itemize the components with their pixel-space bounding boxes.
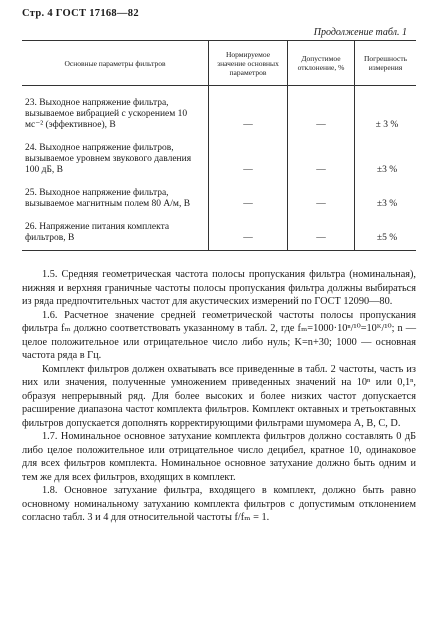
table-continuation-label: Продолжение табл. 1 [313, 27, 407, 38]
table-row [22, 210, 416, 251]
table-body [22, 86, 416, 251]
accuracy-cell: ± 3 % [355, 86, 417, 132]
parameters-table [22, 40, 416, 251]
deviation-cell: — [288, 176, 355, 210]
body-text [22, 268, 416, 525]
column-header-parameters: Основные параметры фильтров [22, 41, 209, 86]
nominal-value-cell: — [209, 131, 288, 176]
parameter-name-cell: 24. Выходное напряжение фильтров, вызываемое уровнем звукового давления 100 дБ, В [25, 143, 192, 175]
deviation-cell: — [288, 131, 355, 176]
table-header-row [22, 41, 416, 86]
column-header-nominal: Нормируемое значение основных параметров [209, 41, 288, 86]
column-header-deviation: Допустимое отклонение, % [288, 41, 355, 86]
table-row [22, 86, 416, 132]
nominal-value-cell: — [209, 86, 288, 132]
accuracy-cell: ±3 % [355, 176, 417, 210]
paragraph: 1.7. Номинальное основное затухание комплекта фильтров должно составлять 0 дБ либо целое положительное или отрицательное число децибел, кратное 10, одинаковое для всех фильтров комплекта. Номинальное основное затухание должно быть одним и тем же для всех фильтров, входящих в комплект. [22, 431, 416, 483]
column-header-accuracy: Погрешность измерения [355, 41, 417, 86]
page-header: Стр. 4 ГОСТ 17168—82 [22, 8, 139, 19]
accuracy-cell: ±3 % [355, 131, 417, 176]
paragraph: 1.6. Расчетное значение средней геометрической частоты полосы пропускания фильтра fₘ должно соответствовать указанному в табл. 2, где fₘ=1000·10ⁿ/¹⁰=10ᴷ/¹⁰; n — целое положительное или отрицательное число либо нуль; K=n+30; 1000 — основная частота ряда в Гц. [22, 309, 416, 361]
parameter-name-cell: 26. Напряжение питания комплекта фильтров, В [22, 210, 209, 251]
table-row [22, 131, 416, 176]
deviation-cell: — [288, 86, 355, 132]
parameter-name-cell: 23. Выходное напряжение фильтра, вызываемое вибрацией с ускорением 10 мс⁻² (эффективное), В [25, 98, 188, 130]
table-row [22, 176, 416, 210]
nominal-value-cell: — [209, 210, 288, 251]
paragraph: Комплект фильтров должен охватывать все приведенные в табл. 2 частоты, часть из них или значения, полученные умножением приведенных значений на 10ⁿ или 0,1ⁿ, образуя непрерывный ряд. Для более высоких и более низких частот допускается расширение диапазона частот комплекта фильтров. Комплект октавных и третьоктавных фильтров допускается дополнять корректирующими фильтрами шумомера А, В, С, D. [22, 363, 416, 429]
deviation-cell: — [288, 210, 355, 251]
accuracy-cell: ±5 % [355, 210, 417, 251]
paragraph: 1.8. Основное затухание фильтра, входящего в комплект, должно быть равно основному номинальному затуханию комплекта фильтров с допустимым отклонением согласно табл. 3 и 4 для относительной частоты f/fₘ = 1. [22, 485, 416, 523]
parameter-name-cell: 25. Выходное напряжение фильтра, вызываемое магнитным полем 80 А/м, В [25, 188, 191, 209]
nominal-value-cell: — [209, 176, 288, 210]
paragraph: 1.5. Средняя геометрическая частота полосы пропускания фильтра (номинальная), нижняя и верхняя граничные частоты полосы пропускания фильтра должны выбираться из ряда предпочтительных частот для акустических измерений по ГОСТ 12090—80. [22, 269, 416, 307]
